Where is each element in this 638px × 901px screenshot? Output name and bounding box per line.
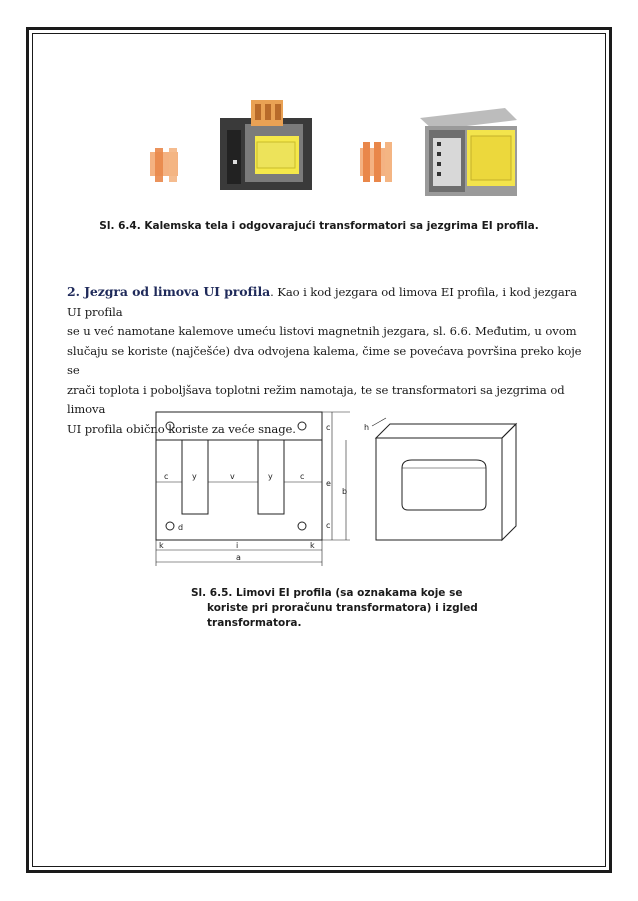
dim-label-v: v (230, 472, 235, 481)
dim-label-k-left: k (159, 541, 164, 550)
paragraph-text: . Kao i kod jezgara od limova EI profila, i kod jezgara UI profila (67, 285, 577, 319)
caption-line-2: koriste pri proračunu transformatora) i izgled (207, 602, 478, 614)
transformer-left (220, 100, 312, 190)
section-heading: 2. Jezgra od limova UI profila (67, 284, 271, 299)
dim-label-c-bottom: c (326, 521, 331, 530)
dim-label-k-right: k (310, 541, 315, 550)
dim-label-i: i (236, 541, 239, 550)
dim-label-a: a (236, 553, 241, 562)
figure-6-5-caption (191, 586, 491, 631)
figure-6-4-illustration (145, 90, 525, 210)
dim-label-d: d (178, 523, 184, 532)
paragraph-line-1 (67, 282, 587, 322)
coil-former-left (150, 148, 178, 182)
dim-label-h: h (364, 423, 370, 432)
coil-former-right (360, 142, 392, 182)
paragraph-line-2: se u već namotane kalemove umeću listovi magnetnih jezgara, sl. 6.6. Međutim, u ovom (67, 324, 577, 338)
dim-label-c-top: c (326, 423, 331, 432)
dim-label-e: e (326, 479, 331, 488)
figure-6-5-drawing (150, 406, 520, 574)
dim-label-y-right: y (268, 472, 273, 481)
lamination-drawing (156, 412, 350, 566)
figure-6-4-caption: Sl. 6.4. Kalemska tela i odgovarajući transformatori sa jezgrima EI profila. (99, 220, 539, 232)
dim-label-c-right: c (300, 472, 305, 481)
transformer-sketch (372, 418, 516, 540)
paragraph-line-5: UI profila obično koriste za veće snage. (67, 421, 296, 436)
paragraph-line-3: slučaju se koriste (najčešće) dva odvojena kalema, čime se povećava površina preko koje se (67, 343, 582, 377)
dim-label-b: b (342, 487, 348, 496)
caption-line-3: transformatora. (207, 617, 302, 629)
dim-label-y-left: y (192, 472, 197, 481)
paragraph-line-4: zrači toplota i poboljšava toplotni režim namotaja, te se transformatori sa jezgrima od limova (67, 382, 565, 416)
transformer-right (420, 108, 517, 196)
dim-label-c-left: c (164, 472, 169, 481)
caption-line-1: Sl. 6.5. Limovi EI profila (sa oznakama koje se (191, 587, 463, 599)
